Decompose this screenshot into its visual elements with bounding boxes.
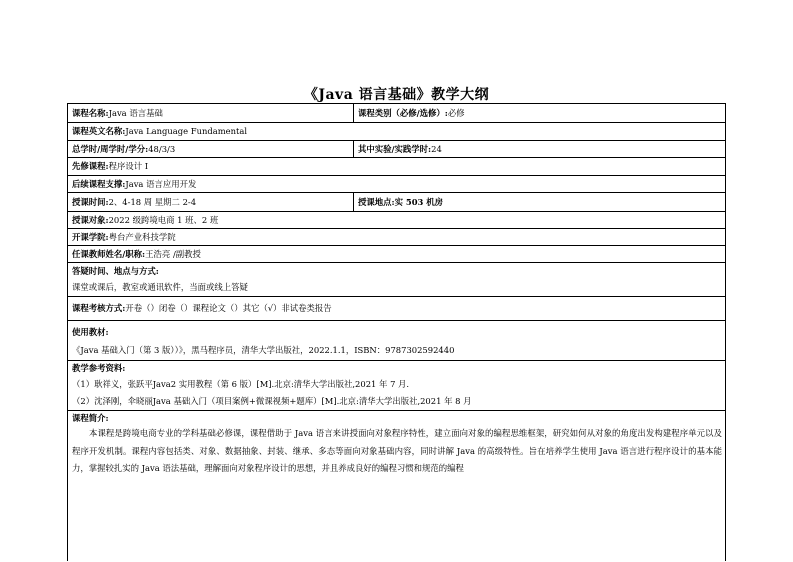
prerequisite-cell: 先修课程:程序设计 I xyxy=(72,161,149,171)
row-hours xyxy=(68,141,725,158)
hours-cell: 总学时/周学时/学分:48/3/3 xyxy=(72,144,176,154)
row-followup xyxy=(68,176,725,193)
document-title: 《Java 语言基础》教学大纲 xyxy=(303,87,490,103)
qa-label: 答疑时间、地点与方式: xyxy=(72,266,159,276)
references-label: 教学参考资料: xyxy=(72,363,126,373)
row-english-name xyxy=(68,123,725,141)
followup-cell: 后续课程支撑:Java 语言应用开发 xyxy=(72,179,197,189)
row-references xyxy=(68,361,725,411)
row-qa xyxy=(68,263,725,297)
teacher-cell: 任课教师姓名/职称:王浩亮 /副教授 xyxy=(72,249,201,259)
syllabus-table xyxy=(67,103,726,561)
row-teach-time xyxy=(68,193,725,212)
row-college xyxy=(68,229,725,246)
qa-value: 课堂或课后，教室或通讯软件，当面或线上答疑 xyxy=(72,282,248,292)
college-cell: 开课学院:粤台产业科技学院 xyxy=(72,232,176,242)
row-textbook xyxy=(68,321,725,361)
row-audience xyxy=(68,212,725,229)
intro-label: 课程简介: xyxy=(72,413,109,423)
course-type-cell: 课程类别（必修/选修）:必修 xyxy=(358,108,465,118)
textbook-label: 使用教材: xyxy=(72,327,109,337)
course-name-cell: 课程名称:Java 语言基础 xyxy=(72,108,163,118)
reference-item: （1）耿祥义，张跃平Java2 实用教程（第 6 版）[M].北京:清华大学出版社,2021 年 7 月. xyxy=(72,379,410,389)
textbook-value: 《Java 基础入门（第 3 版））》，黑马程序员，清华大学出版社，2022.1.1，ISBN：9787302592440 xyxy=(72,345,455,355)
lab-hours-cell: 其中实验/实践学时:24 xyxy=(358,144,442,154)
row-assessment xyxy=(68,297,725,321)
row-prerequisite xyxy=(68,158,725,176)
row-intro xyxy=(68,411,725,562)
teach-place-cell: 授课地点:实 503 机房 xyxy=(358,197,444,207)
english-name-cell: 课程英文名称:Java Language Fundamental xyxy=(72,126,248,136)
teach-time-cell: 授课时间:2、4-18 周 星期二 2-4 xyxy=(72,197,197,207)
intro-text: 本课程是跨境电商专业的学科基础必修课，课程借助于 Java 语言来讲授面向对象程序特性，建立面向对象的编程思维框架，研究如何从对象的角度出发构建程序单元以及程序开发机制。课程内容包括类、对象、数据抽象、封装、继承、多态等面向对象基础内容，同时讲解 Java 的高级特性。旨在培养学生使用 Java 语言进行程序设计的基本能力，掌握较扎实的 Java 语法基础，理解面向对象程序设计的思想，并且养成良好的编程习惯和规范的编程 xyxy=(72,428,722,473)
row-course-name xyxy=(68,104,725,123)
row-teacher xyxy=(68,246,725,263)
audience-cell: 授课对象:2022 级跨境电商 1 班、2 班 xyxy=(72,215,219,225)
reference-item: （2）沈泽刚，伞晓丽Java 基础入门（项目案例+微课视频+题库）[M].北京:清华大学出版社,2021 年 8 月 xyxy=(72,396,472,406)
assessment-cell: 课程考核方式:开卷（）闭卷（）课程论文（）其它（√）非试卷类报告 xyxy=(72,303,332,313)
